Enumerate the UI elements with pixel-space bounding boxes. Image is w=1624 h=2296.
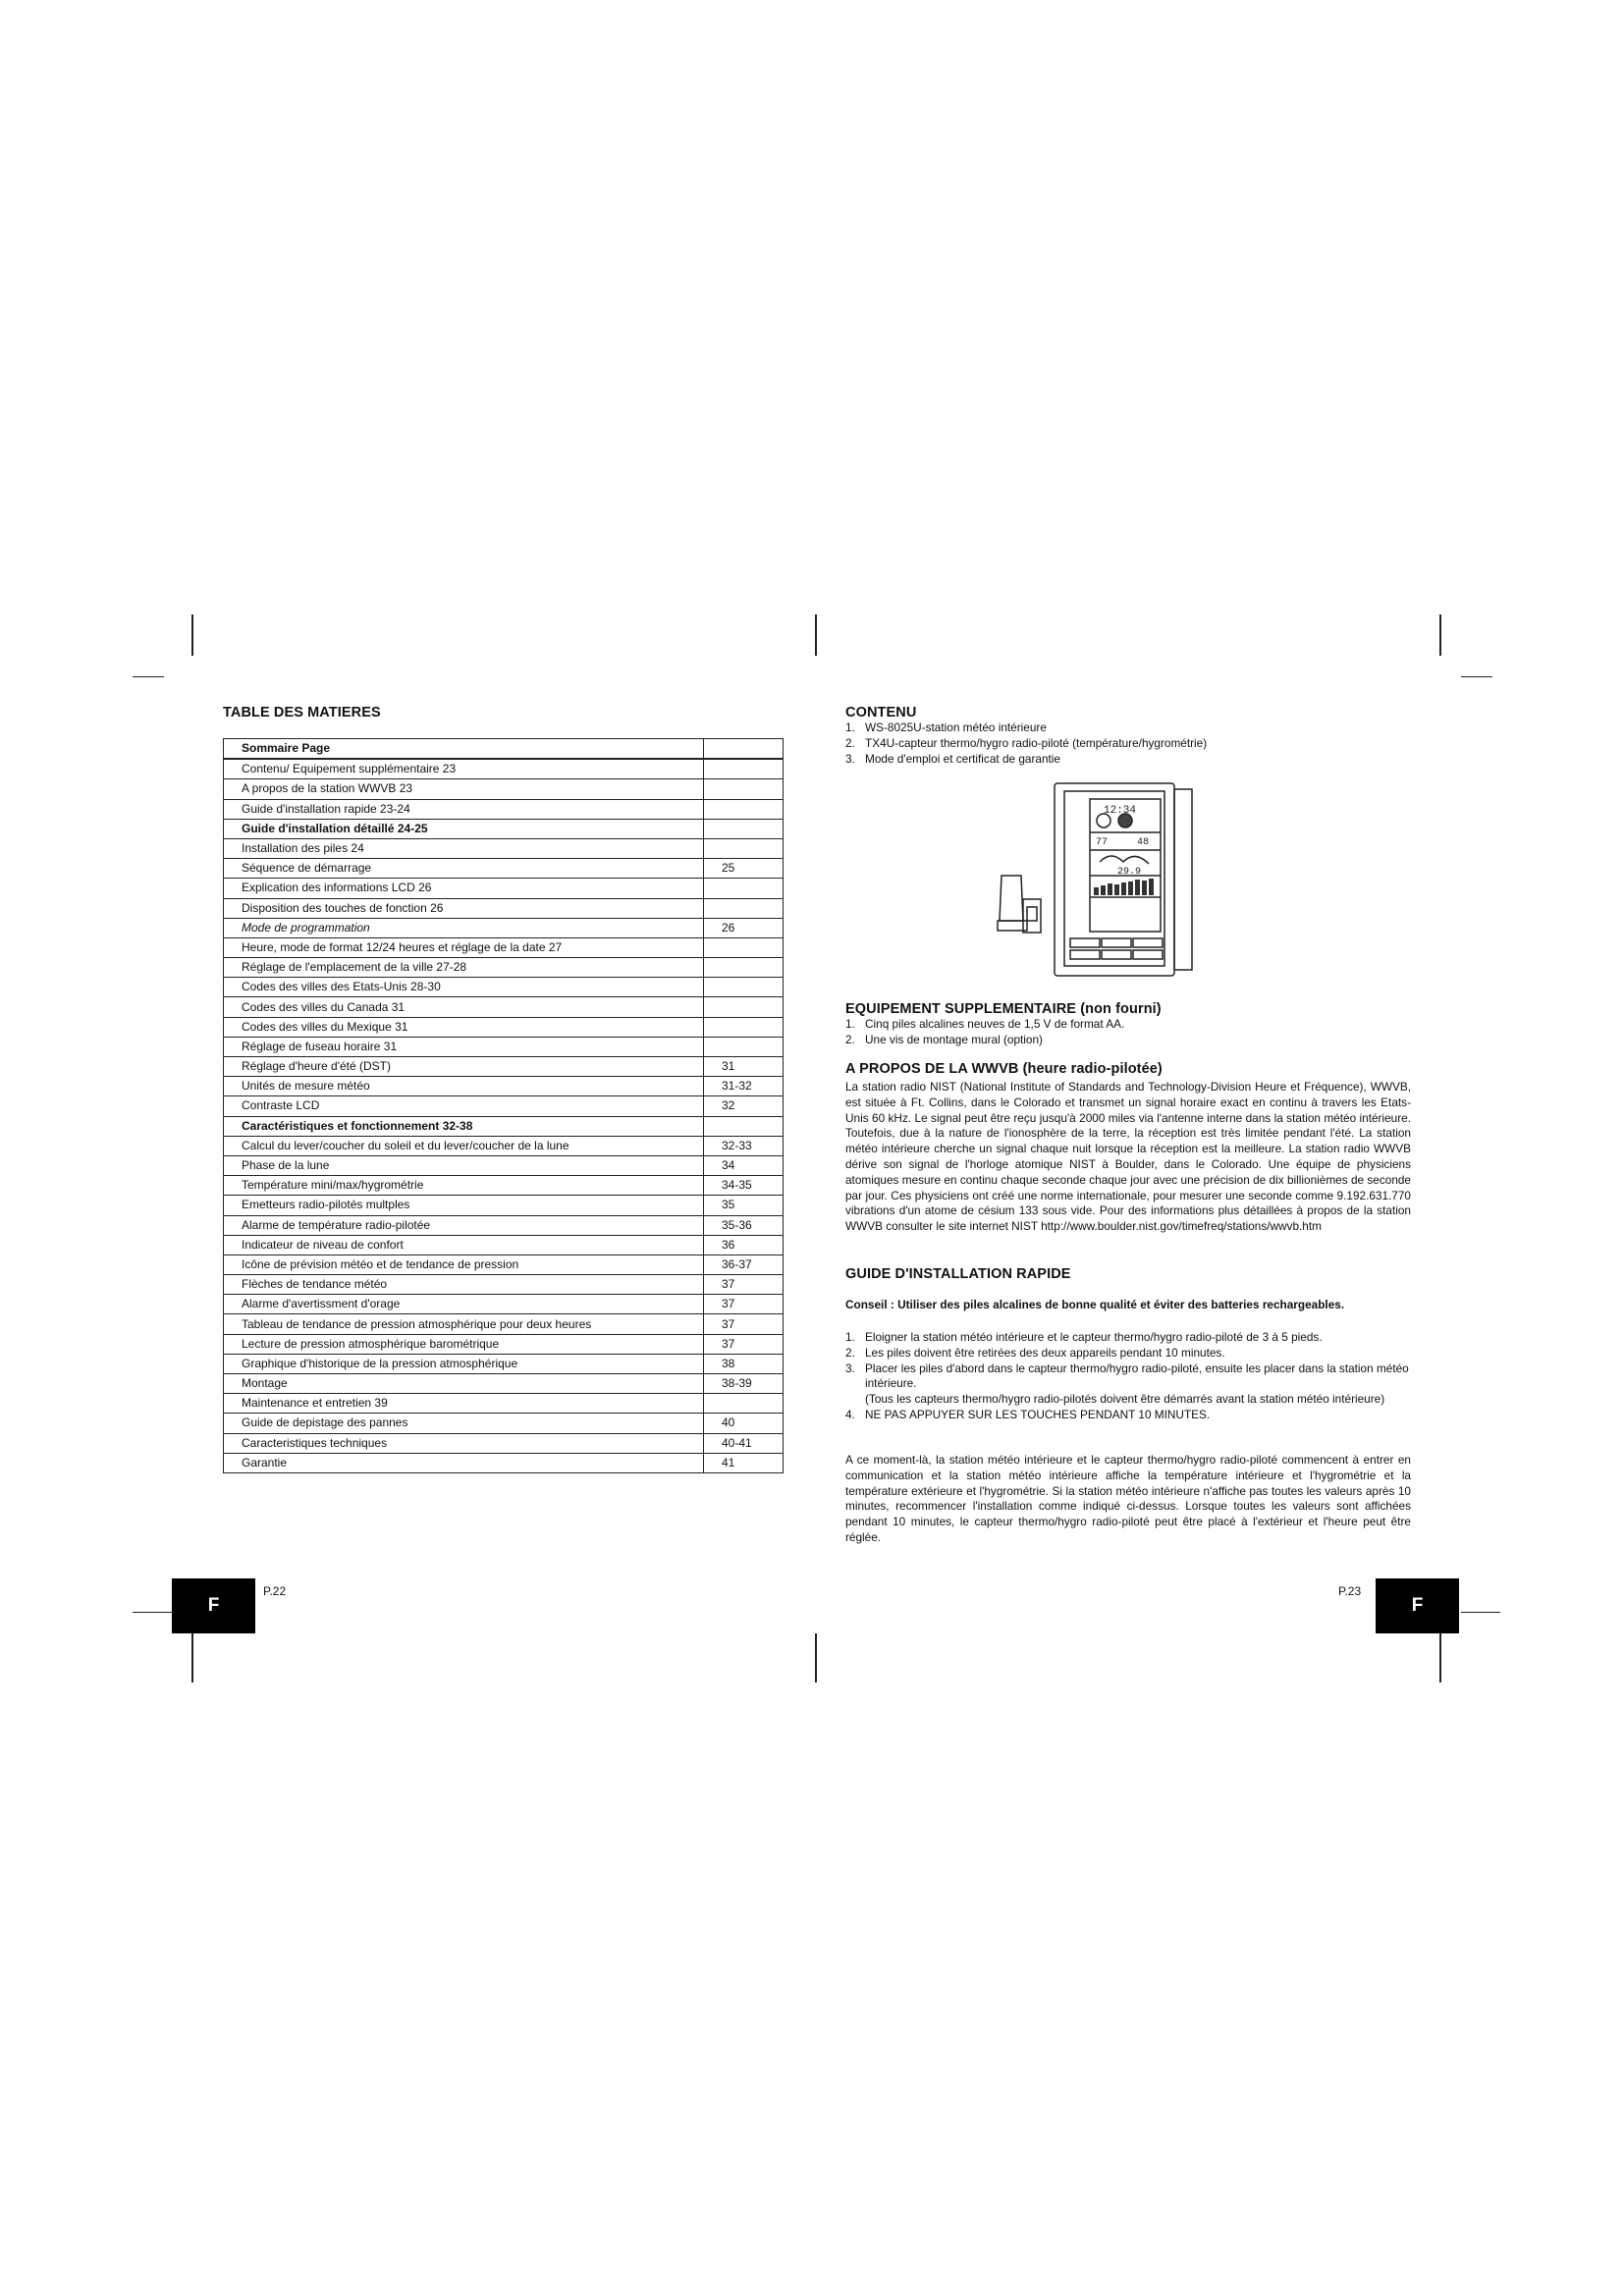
list-text: Cinq piles alcalines neuves de 1,5 V de format AA. (865, 1017, 1125, 1031)
toc-row (224, 1037, 784, 1056)
toc-page: 32 (704, 1096, 784, 1116)
list-item (845, 721, 1411, 736)
list-item (845, 1017, 1411, 1033)
toc-page: 35-36 (704, 1215, 784, 1235)
toc-page: 34 (704, 1155, 784, 1175)
page-language-badge: F (172, 1578, 255, 1633)
toc-page: 38-39 (704, 1374, 784, 1394)
toc-entry: A propos de la station WWVB 23 (224, 779, 704, 799)
crop-mark (191, 614, 193, 656)
crop-mark (815, 1633, 817, 1682)
toc-page: 34-35 (704, 1176, 784, 1196)
list-text: WS-8025U-station météo intérieure (865, 721, 1047, 734)
toc-page: 35 (704, 1196, 784, 1215)
toc-header: Sommaire Page (224, 739, 704, 760)
toc-page (704, 1017, 784, 1037)
page-number: P.22 (263, 1584, 287, 1598)
toc-page: 36 (704, 1235, 784, 1255)
list-text: TX4U-capteur thermo/hygro radio-piloté (température/hygrométrie) (865, 735, 1208, 750)
contenu-list (845, 721, 1411, 767)
toc-entry: Graphique d'historique de la pression atmosphérique (224, 1354, 704, 1373)
toc-entry: Caracteristiques techniques (224, 1433, 704, 1453)
toc-row (224, 879, 784, 898)
toc-page: 25 (704, 859, 784, 879)
list-text: Eloigner la station météo intérieure et le capteur thermo/hygro radio-piloté de 3 à 5 pieds. (865, 1330, 1323, 1344)
guide-list (845, 1330, 1411, 1423)
toc-page (704, 937, 784, 957)
list-item (845, 752, 1411, 768)
toc-page: 36-37 (704, 1255, 784, 1274)
page-number: P.23 (1338, 1584, 1362, 1598)
toc-row (224, 937, 784, 957)
toc-entry: Guide d'installation rapide 23-24 (224, 799, 704, 819)
toc-row (224, 1275, 784, 1295)
toc-page: 37 (704, 1334, 784, 1354)
list-number: 1. (845, 1330, 855, 1344)
toc-page: 40-41 (704, 1433, 784, 1453)
toc-entry: Contenu/ Equipement supplémentaire 23 (224, 759, 704, 779)
toc-row (224, 1136, 784, 1155)
toc-entry: Installation des piles 24 (224, 838, 704, 858)
toc-page (704, 838, 784, 858)
toc-row (224, 1057, 784, 1077)
toc-page: 31 (704, 1057, 784, 1077)
toc-row (224, 1453, 784, 1472)
toc-page (704, 898, 784, 918)
toc-row (224, 997, 784, 1017)
toc-entry: Caractéristiques et fonctionnement 32-38 (224, 1116, 704, 1136)
toc-row (224, 1314, 784, 1334)
crop-mark (1439, 614, 1441, 656)
toc-entry: Codes des villes du Mexique 31 (224, 1017, 704, 1037)
crop-mark (1461, 1612, 1500, 1613)
toc-page: 26 (704, 918, 784, 937)
toc-entry: Codes des villes du Canada 31 (224, 997, 704, 1017)
toc-row (224, 1334, 784, 1354)
toc-row (224, 1116, 784, 1136)
toc-row (224, 779, 784, 799)
lcd-pressure: 29.9 (1117, 867, 1142, 878)
equipement-title: EQUIPEMENT SUPPLEMENTAIRE (non fourni) (845, 1001, 1162, 1017)
list-number: 2. (845, 735, 855, 750)
toc-row (224, 1374, 784, 1394)
toc-page (704, 779, 784, 799)
crop-mark (815, 614, 817, 656)
toc-row (224, 759, 784, 779)
toc-entry: Phase de la lune (224, 1155, 704, 1175)
toc-row (224, 1196, 784, 1215)
toc-entry: Contraste LCD (224, 1096, 704, 1116)
toc-page: 31-32 (704, 1077, 784, 1096)
page-language-badge: F (1376, 1578, 1459, 1633)
list-item (845, 736, 1411, 752)
wwvb-title: A PROPOS DE LA WWVB (heure radio-pilotée) (845, 1061, 1163, 1077)
toc-row (224, 1096, 784, 1116)
crop-mark (1461, 676, 1492, 677)
toc-entry: Réglage de l'emplacement de la ville 27-28 (224, 958, 704, 978)
toc-row (224, 1295, 784, 1314)
toc-row (224, 1077, 784, 1096)
list-number: 2. (845, 1345, 855, 1360)
toc-page: 41 (704, 1453, 784, 1472)
toc-row (224, 799, 784, 819)
list-item (845, 1346, 1411, 1362)
list-text: NE PAS APPUYER SUR LES TOUCHES PENDANT 10 MINUTES. (865, 1407, 1211, 1421)
crop-mark (191, 1633, 193, 1682)
toc-row (224, 978, 784, 997)
toc-row (224, 1394, 784, 1414)
list-number: 1. (845, 1017, 855, 1031)
toc-page: 37 (704, 1275, 784, 1295)
toc-page (704, 1116, 784, 1136)
toc-page (704, 958, 784, 978)
toc-title: TABLE DES MATIERES (223, 705, 381, 721)
toc-row (224, 1414, 784, 1433)
toc-page (704, 1394, 784, 1414)
list-item (845, 1033, 1411, 1048)
toc-entry: Guide de depistage des pannes (224, 1414, 704, 1433)
list-number: 3. (845, 1361, 855, 1375)
toc-entry: Alarme d'avertissment d'orage (224, 1295, 704, 1314)
toc-row (224, 1215, 784, 1235)
toc-page (704, 997, 784, 1017)
toc-row (224, 1255, 784, 1274)
list-item (845, 1362, 1411, 1393)
weather-station-illustration (994, 781, 1276, 982)
toc-header-page (704, 739, 784, 760)
toc-page: 32-33 (704, 1136, 784, 1155)
toc-row (224, 838, 784, 858)
toc-table (223, 738, 784, 1473)
toc-row (224, 1176, 784, 1196)
list-text: Placer les piles d'abord dans le capteur thermo/hygro radio-piloté, ensuite les placer dans la station météo intérieure. (865, 1361, 1409, 1391)
toc-entry: Réglage de fuseau horaire 31 (224, 1037, 704, 1056)
toc-page (704, 819, 784, 838)
toc-page: 37 (704, 1314, 784, 1334)
toc-row (224, 1155, 784, 1175)
toc-page (704, 1037, 784, 1056)
list-text: (Tous les capteurs thermo/hygro radio-pilotés doivent être démarrés avant la station météo intérieure) (865, 1392, 1385, 1407)
toc-row (224, 1354, 784, 1373)
list-number: 4. (845, 1407, 855, 1421)
list-number: 2. (845, 1032, 855, 1046)
toc-entry: Icône de prévision météo et de tendance de pression (224, 1255, 704, 1274)
toc-entry: Guide d'installation détaillé 24-25 (224, 819, 704, 838)
toc-entry: Emetteurs radio-pilotés multples (224, 1196, 704, 1215)
list-item (845, 1330, 1411, 1346)
list-item (845, 1392, 1411, 1408)
toc-entry: Lecture de pression atmosphérique barométrique (224, 1334, 704, 1354)
toc-row (224, 898, 784, 918)
final-text: A ce moment-là, la station météo intérieure et le capteur thermo/hygro radio-piloté commencent à entrer en communication et la station météo intérieure affiche la température intérieure et l'hygrométrie et la température extérieure et l'hygrométrie. Si la station météo intérieure n'affiche pas toutes les valeurs après 10 minutes, recommencer l'installation comme indiqué ci-dessus. Lorsque toutes les valeurs sont affichées pendant 10 minutes, le capteur thermo/hygro radio-piloté peut être placé à l'extérieur et l'heure peut être réglée. (845, 1453, 1411, 1544)
toc-entry: Maintenance et entretien 39 (224, 1394, 704, 1414)
toc-entry: Heure, mode de format 12/24 heures et réglage de la date 27 (224, 937, 704, 957)
lcd-time: 12:34 (1104, 805, 1137, 817)
toc-entry: Température mini/max/hygrométrie (224, 1176, 704, 1196)
contenu-title: CONTENU (845, 705, 917, 721)
crop-mark (133, 1612, 172, 1613)
list-item (845, 1408, 1411, 1423)
wwvb-text: La station radio NIST (National Institute of Standards and Technology-Division Heure et Fréquence), WWVB, est située à Ft. Collins, dans le Colorado et transmet un signal horaire exact en continu à travers les Etats-Unis 60 kHz. Le signal peut être reçu jusqu'à 2000 miles via l'antenne interne dans la station météo intérieure. Toutefois, due à la nature de l'ionosphère de la terre, la réception est très limitée pendant l'été. La station météo intérieure cherche un signal chaque nuit lorsque la réception est la meilleure. La station radio WWVB dérive son signal de l'horloge atomique NIST à Boulder, dans le Colorado. Une équipe de physiciens atomiques mesure en continu chaque seconde chaque jour avec une précision de dix billionièmes de seconde par jour. Ces physiciens ont créé une norme internationale, pour mesurer une seconde comme 9.192.631.770 vibrations d'un atome de césium 133 sous vide. Pour des informations plus détaillées à propos de la station WWVB consulter le site internet NIST http://www.boulder.nist.gov/timefreq/stations/wwvb.htm (845, 1080, 1411, 1234)
crop-mark (133, 676, 164, 677)
list-text: Les piles doivent être retirées des deux appareils pendant 10 minutes. (865, 1345, 1225, 1360)
toc-entry: Mode de programmation (224, 918, 704, 937)
list-number: 3. (845, 751, 855, 766)
list-text: Une vis de montage mural (option) (865, 1032, 1043, 1046)
toc-entry: Explication des informations LCD 26 (224, 879, 704, 898)
toc-entry: Alarme de température radio-pilotée (224, 1215, 704, 1235)
toc-entry: Séquence de démarrage (224, 859, 704, 879)
toc-row (224, 819, 784, 838)
toc-page: 38 (704, 1354, 784, 1373)
toc-entry: Codes des villes des Etats-Unis 28-30 (224, 978, 704, 997)
crop-mark (1439, 1633, 1441, 1682)
list-text: Mode d'emploi et certificat de garantie (865, 751, 1060, 766)
toc-entry: Disposition des touches de fonction 26 (224, 898, 704, 918)
toc-row (224, 1433, 784, 1453)
toc-row (224, 958, 784, 978)
toc-entry: Indicateur de niveau de confort (224, 1235, 704, 1255)
toc-page (704, 799, 784, 819)
toc-entry: Flèches de tendance météo (224, 1275, 704, 1295)
toc-entry: Unités de mesure météo (224, 1077, 704, 1096)
toc-row (224, 1017, 784, 1037)
toc-entry: Montage (224, 1374, 704, 1394)
conseil-text: Conseil : Utiliser des piles alcalines de bonne qualité et éviter des batteries rechargeables. (845, 1298, 1345, 1311)
toc-entry: Calcul du lever/coucher du soleil et du lever/coucher de la lune (224, 1136, 704, 1155)
toc-entry: Tableau de tendance de pression atmosphérique pour deux heures (224, 1314, 704, 1334)
toc-page: 37 (704, 1295, 784, 1314)
toc-page: 40 (704, 1414, 784, 1433)
guide-title: GUIDE D'INSTALLATION RAPIDE (845, 1266, 1071, 1282)
toc-entry: Réglage d'heure d'été (DST) (224, 1057, 704, 1077)
toc-entry: Garantie (224, 1453, 704, 1472)
lcd-temp-in: 77 (1096, 837, 1109, 848)
toc-page (704, 759, 784, 779)
toc-page (704, 978, 784, 997)
list-number: 1. (845, 721, 855, 734)
equipement-list (845, 1017, 1411, 1048)
toc-row (224, 918, 784, 937)
toc-row (224, 1235, 784, 1255)
lcd-temp-out: 48 (1137, 837, 1150, 848)
toc-row (224, 859, 784, 879)
toc-header-row (224, 739, 784, 760)
toc-page (704, 879, 784, 898)
